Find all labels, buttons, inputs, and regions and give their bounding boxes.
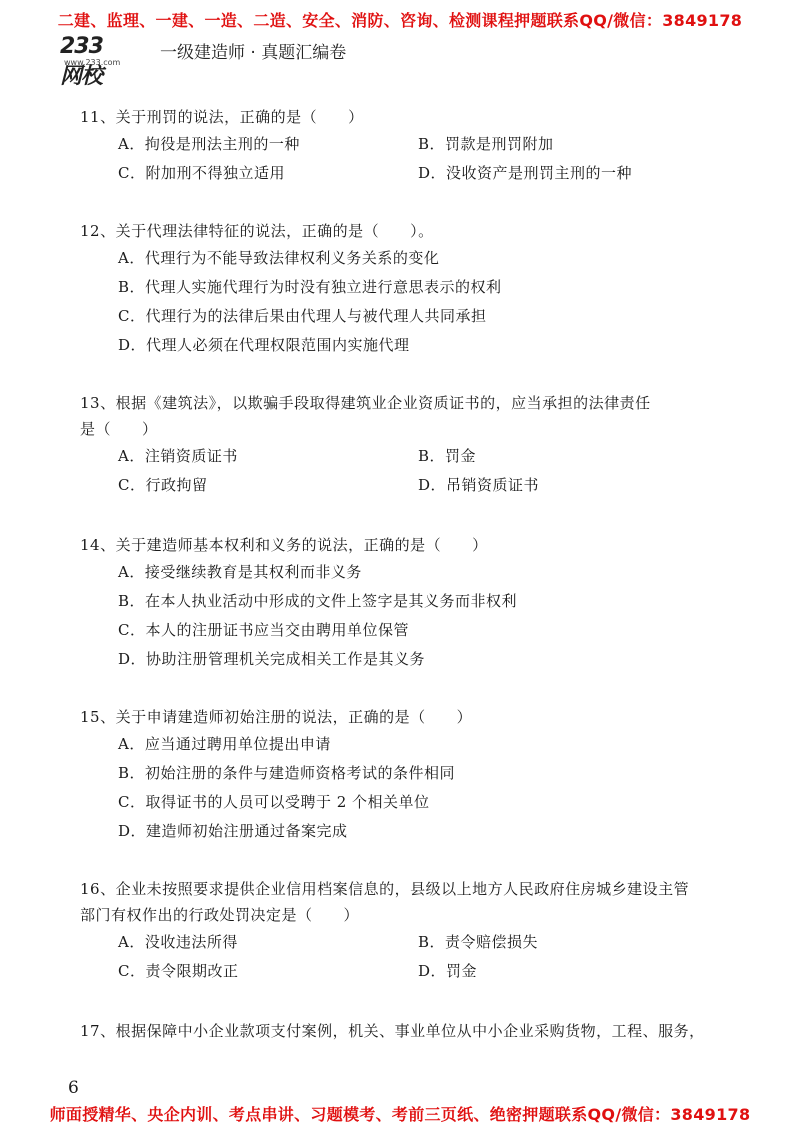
question-13 <box>80 390 730 500</box>
page-number: 6 <box>68 1078 79 1098</box>
site-logo-url: www.233.com <box>64 58 121 67</box>
question-stem-line-2: 是（ ） <box>80 420 158 438</box>
question-11 <box>80 104 730 188</box>
option-c: C．责令限期改正 <box>118 962 239 980</box>
option-b: B．在本人执业活动中形成的文件上签字是其义务而非权利 <box>118 592 518 610</box>
question-stem: 12、关于代理法律特征的说法，正确的是（ ）。 <box>80 222 434 240</box>
header-title: 一级建造师 · 真题汇编卷 <box>160 43 347 63</box>
question-15 <box>80 704 730 846</box>
option-a: A．接受继续教育是其权利而非义务 <box>118 563 362 581</box>
bottom-promo-banner: 师面授精华、央企内训、考点串讲、习题模考、考前三页纸、绝密押题联系QQ/微信：3849178 <box>49 1105 751 1124</box>
question-stem: 14、关于建造师基本权利和义务的说法，正确的是（ ） <box>80 536 488 554</box>
option-d: D．建造师初始注册通过备案完成 <box>118 822 348 840</box>
option-c: C．行政拘留 <box>118 476 208 494</box>
question-14 <box>80 532 730 674</box>
option-d: D．没收资产是刑罚主刑的一种 <box>418 164 633 182</box>
option-b: B．罚款是刑罚附加 <box>418 135 554 153</box>
option-c: C．代理行为的法律后果由代理人与被代理人共同承担 <box>118 307 487 325</box>
question-stem: 11、关于刑罚的说法，正确的是（ ） <box>80 108 364 126</box>
option-c: C．附加刑不得独立适用 <box>118 164 285 182</box>
question-stem-line-1: 16、企业未按照要求提供企业信用档案信息的，县级以上地方人民政府住房城乡建设主管 <box>80 880 690 898</box>
option-d: D．吊销资质证书 <box>418 476 540 494</box>
question-17 <box>80 1018 730 1044</box>
option-d: D．罚金 <box>418 962 478 980</box>
option-a: A．应当通过聘用单位提出申请 <box>118 735 331 753</box>
option-a: A．没收违法所得 <box>118 933 238 951</box>
question-16 <box>80 876 730 986</box>
option-c: C．本人的注册证书应当交由聘用单位保管 <box>118 621 409 639</box>
option-b: B．罚金 <box>418 447 477 465</box>
option-b: B．责令赔偿损失 <box>418 933 539 951</box>
option-d: D．代理人必须在代理权限范围内实施代理 <box>118 336 410 354</box>
option-a: A．注销资质证书 <box>118 447 238 465</box>
option-a: A．代理行为不能导致法律权利义务关系的变化 <box>118 249 440 267</box>
question-stem: 15、关于申请建造师初始注册的说法，正确的是（ ） <box>80 708 473 726</box>
option-a: A．拘役是刑法主刑的一种 <box>118 135 300 153</box>
site-logo: 233网校 <box>60 34 103 89</box>
option-b: B．初始注册的条件与建造师资格考试的条件相同 <box>118 764 456 782</box>
question-stem: 17、根据保障中小企业款项支付案例，机关、事业单位从中小企业采购货物，工程、服务， <box>80 1022 705 1040</box>
question-stem-line-1: 13、根据《建筑法》，以欺骗手段取得建筑业企业资质证书的，应当承担的法律责任 <box>80 394 651 412</box>
option-b: B．代理人实施代理行为时没有独立进行意思表示的权利 <box>118 278 502 296</box>
question-12 <box>80 218 730 360</box>
option-c: C．取得证书的人员可以受聘于 2 个相关单位 <box>118 793 430 811</box>
option-d: D．协助注册管理机关完成相关工作是其义务 <box>118 650 426 668</box>
top-promo-banner: 二建、监理、一建、一造、二造、安全、消防、咨询、检测课程押题联系QQ/微信：3849178 <box>57 11 743 30</box>
question-stem-line-2: 部门有权作出的行政处罚决定是（ ） <box>80 906 360 924</box>
